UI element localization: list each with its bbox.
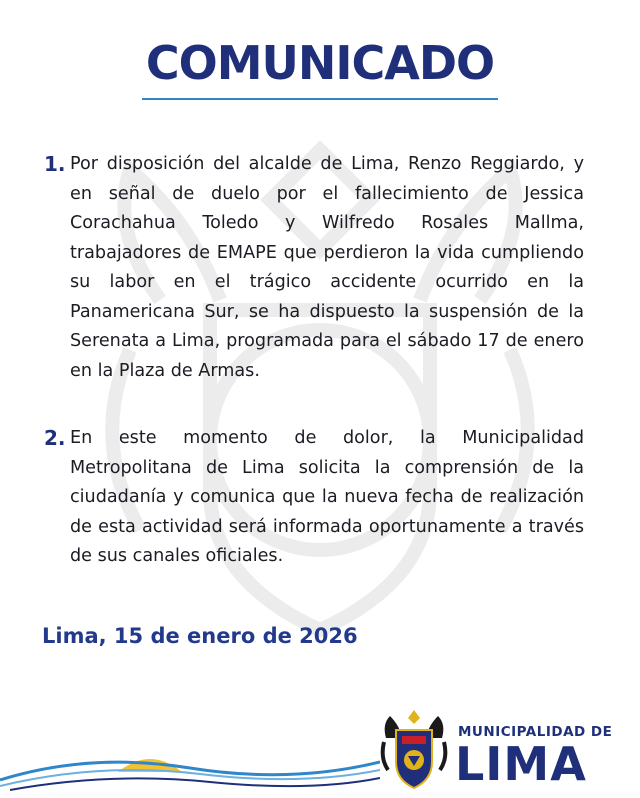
page-title: COMUNICADO xyxy=(145,36,495,90)
list-item xyxy=(44,150,584,386)
date-line: Lima, 15 de enero de 2026 xyxy=(42,624,358,648)
title-underline xyxy=(142,98,498,100)
item-number: 1. xyxy=(44,152,66,176)
org-name-line1: MUNICIPALIDAD DE xyxy=(458,724,613,740)
org-name-line2: LIMA xyxy=(455,737,587,791)
item-text: En este momento de dolor, la Municipalidad Metropolitana de Lima solicita la comprensión de la ciudadanía y comunica que la nueva fecha de realización de esta actividad será informada oportunamente a través de sus canales oficiales. xyxy=(70,428,584,566)
item-number: 2. xyxy=(44,426,66,450)
blue-waves-sun-icon xyxy=(0,722,380,798)
list-item xyxy=(44,424,584,572)
item-text: Por disposición del alcalde de Lima, Renzo Reggiardo, y en señal de duelo por el fallecimiento de Jessica Corachahua Toledo y Wilfredo Rosales Mallma, trabajadores de EMAPE que perdieron la vida cumpliendo su labor en el trágico accidente ocurrido en la Panamericana Sur, se ha dispuesto la suspensión de la Serenata a Lima, programada para el sábado 17 de enero en la Plaza de Armas. xyxy=(70,154,584,381)
lima-coat-of-arms-icon xyxy=(380,708,448,792)
